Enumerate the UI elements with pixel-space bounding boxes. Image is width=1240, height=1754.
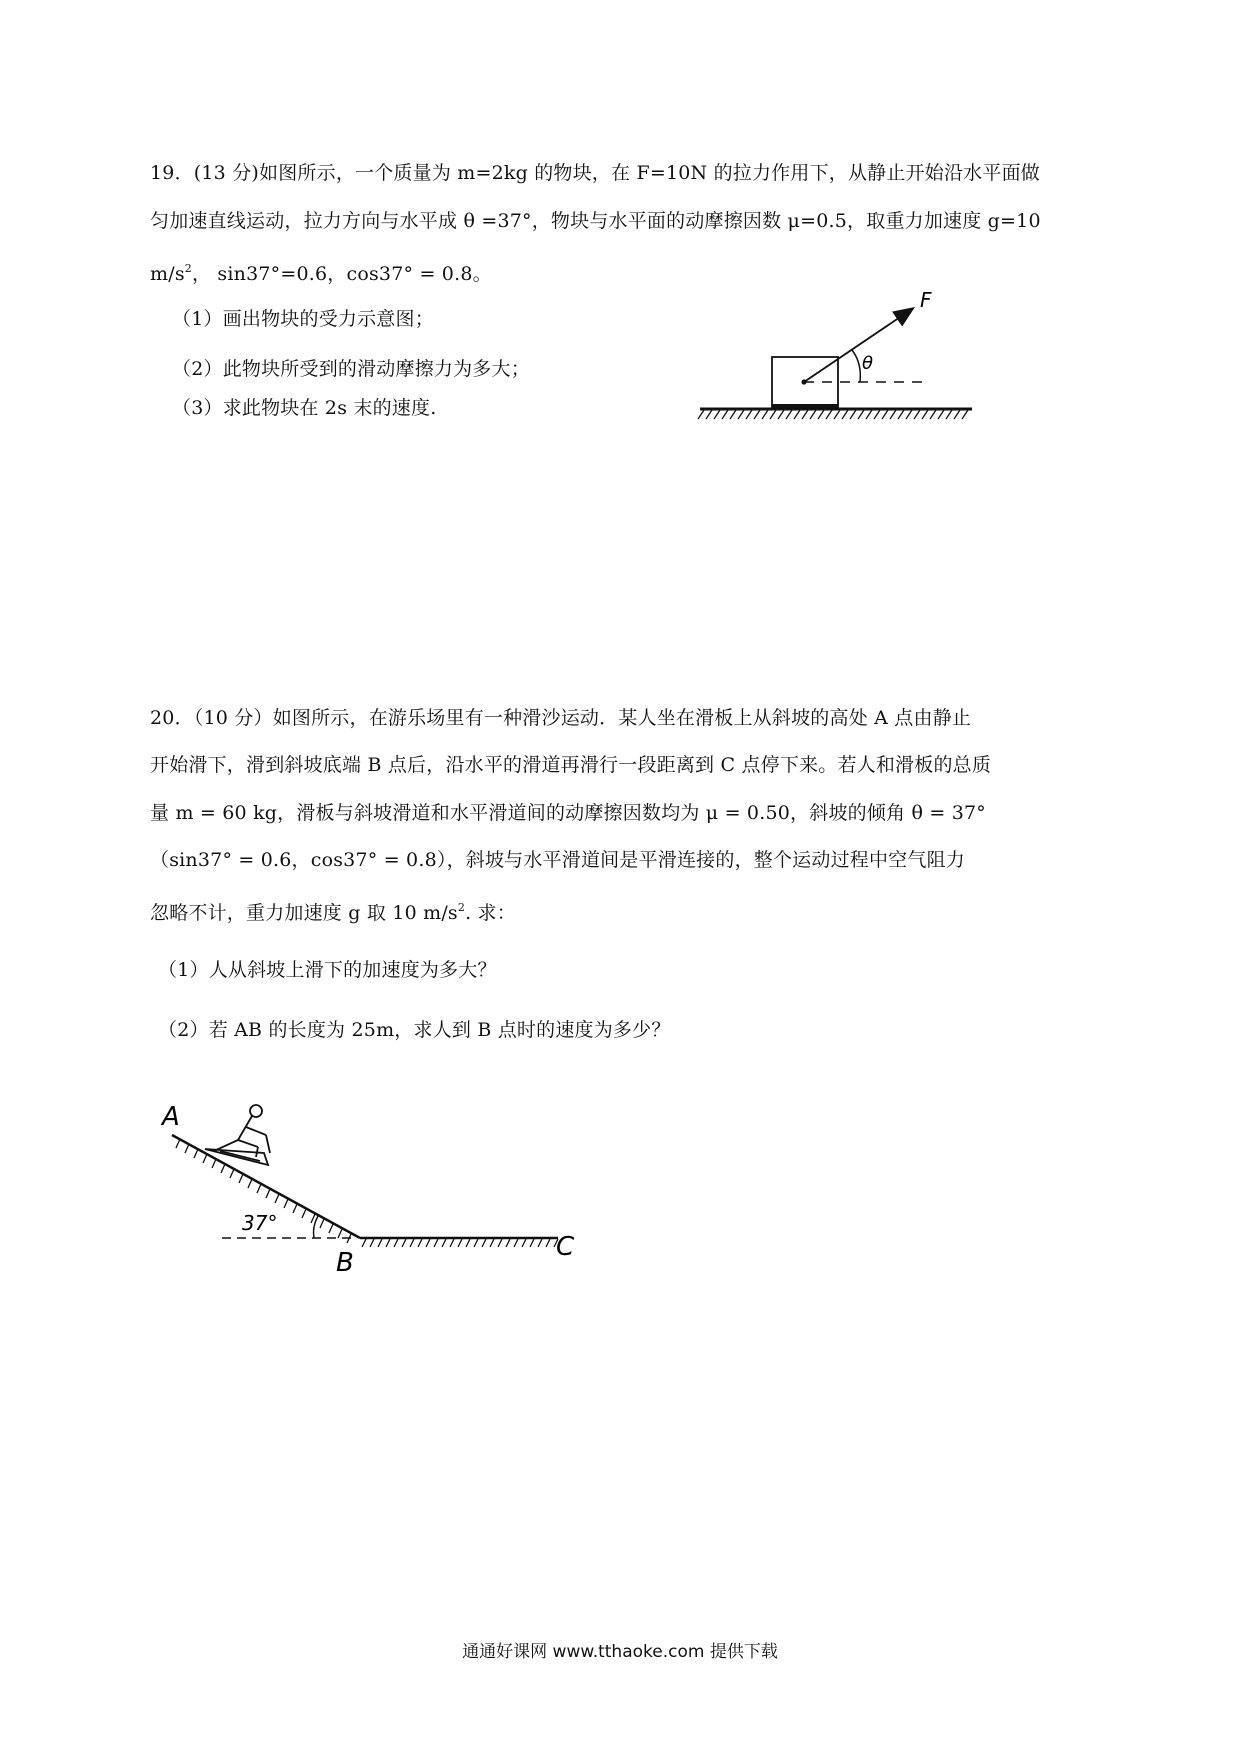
q20-point-b: B <box>336 1248 354 1278</box>
q19-figure <box>690 285 990 435</box>
q19-angle-arc <box>852 350 860 382</box>
q20-point-c: C <box>556 1232 575 1262</box>
q19-sub-2: （2）此物块所受到的滑动摩擦力为多大； <box>172 358 530 380</box>
footer-download-note: 通通好课网 www.tthaoke.com 提供下载 <box>462 1642 778 1662</box>
q19-line-2: 匀加速直线运动，拉力方向与水平成 θ =37°，物块与水平面的动摩擦因数 μ=0.5，取重力加速度 g=10 <box>150 210 1041 232</box>
q19-ground-hatch <box>698 410 968 419</box>
q19-sub-3: （3）求此物块在 2s 末的速度. <box>172 397 437 419</box>
q20-point-a: A <box>162 1102 180 1132</box>
q20-angle-arc <box>314 1216 319 1238</box>
q19-line-3-b: ， sin37°=0.6，cos37° = 0.8。 <box>191 263 492 285</box>
q20-line-4: （sin37° = 0.6，cos37° = 0.8），斜坡与水平滑道间是平滑连接的，整个运动过程中空气阻力 <box>150 849 965 871</box>
q20-line-2: 开始滑下，滑到斜坡底端 B 点后，沿水平的滑道再滑行一段距离到 C 点停下来。若人和滑板的总质 <box>150 754 992 776</box>
q20-line-5-b: . 求： <box>465 902 516 924</box>
q19-line-3 <box>150 254 492 289</box>
q20-person-on-sled <box>205 1105 270 1165</box>
q20-line-1: 20．（10 分）如图所示，在游乐场里有一种滑沙运动．某人坐在滑板上从斜坡的高处 A 点由静止 <box>150 707 972 729</box>
q20-line-5 <box>150 893 516 928</box>
q19-force-arrow <box>804 309 912 382</box>
q20-line-5-a: 忽略不计，重力加速度 g 取 10 m/s <box>150 902 458 924</box>
q20-figure <box>160 1095 600 1285</box>
q19-force-label: F <box>920 288 932 312</box>
q20-line-5-sup: 2 <box>457 901 466 914</box>
q19-angle-label: θ <box>862 353 874 374</box>
q20-sub-2: （2）若 AB 的长度为 25m，求人到 B 点时的速度为多少？ <box>158 1019 671 1041</box>
q19-line-3-sup: 2 <box>184 262 192 275</box>
q19-line-3-a: m/s <box>150 263 185 285</box>
q19-sub-1: （1）画出物块的受力示意图； <box>172 308 434 330</box>
q20-sub-1: （1）人从斜坡上滑下的加速度为多大？ <box>158 959 497 981</box>
q20-angle-label: 37° <box>242 1211 278 1235</box>
q19-line-1: 19．(13 分)如图所示，一个质量为 m=2kg 的物块，在 F=10N 的拉力作用下，从静止开始沿水平面做 <box>150 162 1040 184</box>
q20-track-hatch <box>362 1239 558 1247</box>
q20-line-3: 量 m = 60 kg，滑板与斜坡滑道和水平滑道间的动摩擦因数均为 μ = 0.50，斜坡的倾角 θ = 37° <box>150 802 986 824</box>
